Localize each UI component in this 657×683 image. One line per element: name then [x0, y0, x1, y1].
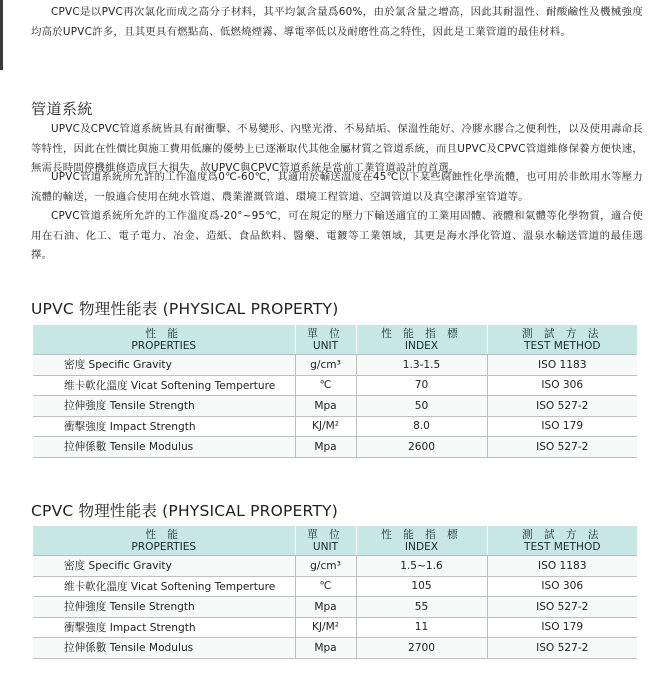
unit-cell: g/cm³	[295, 556, 356, 577]
upvc-property-table	[33, 325, 637, 458]
index-cell: 55	[356, 597, 487, 618]
index-cell: 11	[356, 617, 487, 638]
index-cell: 70	[356, 375, 487, 396]
unit-cell: Mpa	[295, 597, 356, 618]
table-row	[33, 416, 637, 437]
header-method: 測 試 方 法 TEST METHOD	[487, 526, 637, 556]
property-cell: 拉伸強度 Tensile Strength	[33, 396, 295, 417]
method-cell: ISO 527-2	[487, 597, 637, 618]
method-cell: ISO 527-2	[487, 396, 637, 417]
method-cell: ISO 306	[487, 576, 637, 597]
property-cell: 拉伸係數 Tensile Modulus	[33, 437, 295, 458]
table-row	[33, 638, 637, 659]
table-row	[33, 396, 637, 417]
property-cell: 密度 Specific Gravity	[33, 355, 295, 376]
method-cell: ISO 527-2	[487, 437, 637, 458]
header-index: 性 能 指 標 INDEX	[356, 325, 487, 355]
header-properties: 性 能 PROPERTIES	[33, 325, 295, 355]
cpvc-table-title: CPVC 物理性能表 (PHYSICAL PROPERTY)	[31, 502, 338, 520]
header-index: 性 能 指 標 INDEX	[356, 526, 487, 556]
header-unit: 單 位 UNIT	[295, 325, 356, 355]
table-row	[33, 617, 637, 638]
unit-cell: KJ/M²	[295, 617, 356, 638]
property-cell: 密度 Specific Gravity	[33, 556, 295, 577]
table-header-row	[33, 526, 637, 556]
property-cell: 拉伸強度 Tensile Strength	[33, 597, 295, 618]
table-row	[33, 375, 637, 396]
table-row	[33, 556, 637, 577]
left-margin-rule	[0, 0, 3, 70]
unit-cell: g/cm³	[295, 355, 356, 376]
table-row	[33, 576, 637, 597]
unit-cell: Mpa	[295, 396, 356, 417]
header-properties: 性 能 PROPERTIES	[33, 526, 295, 556]
property-cell: 衝擊強度 Impact Strength	[33, 617, 295, 638]
table-row	[33, 597, 637, 618]
intro-paragraph: CPVC是以PVC再次氯化而成之高分子材料，其平均氯含量爲60%，由於氯含量之增高，因此其耐溫性、耐酸鹼性及機械強度均高於UPVC許多，且其更具有燃點高、低燃燒煙霧、導電率低以及耐磨性高之特性，因此是工業管道的最佳材料。	[31, 6, 643, 38]
unit-cell: ℃	[295, 375, 356, 396]
property-cell: 维卡軟化溫度 Vicat Softening Temperture	[33, 576, 295, 597]
table-row	[33, 355, 637, 376]
index-cell: 50	[356, 396, 487, 417]
index-cell: 2700	[356, 638, 487, 659]
index-cell: 105	[356, 576, 487, 597]
paragraph-upvc: UPVC管道系統所允許的工作溫度爲0℃-60℃，其適用於輸送溫度在45℃以下某些腐蝕性化學流體，也可用於非飲用水等壓力流體的輸送，一般適合使用在純水管道、農業灌溉管道、環境工程管道、空調管道以及真空潔淨室管道等。	[31, 171, 643, 203]
index-cell: 1.5~1.6	[356, 556, 487, 577]
index-cell: 1.3-1.5	[356, 355, 487, 376]
property-cell: 衝擊強度 Impact Strength	[33, 416, 295, 437]
unit-cell: ℃	[295, 576, 356, 597]
method-cell: ISO 527-2	[487, 638, 637, 659]
index-cell: 2600	[356, 437, 487, 458]
unit-cell: Mpa	[295, 437, 356, 458]
method-cell: ISO 179	[487, 416, 637, 437]
method-cell: ISO 1183	[487, 355, 637, 376]
unit-cell: Mpa	[295, 638, 356, 659]
method-cell: ISO 179	[487, 617, 637, 638]
paragraph-cpvc: CPVC管道系統所允許的工作溫度爲-20°~95℃，可在規定的壓力下輸送適宜的工業用固體、液體和氣體等化學物質，適合使用在石油、化工、電子電力、冶金、造紙、食品飲料、醫藥、電鍍等工業領域，其更是海水淨化管道、溫泉水輸送管道的最佳選擇。	[31, 210, 643, 261]
header-unit: 單 位 UNIT	[295, 526, 356, 556]
cpvc-property-table	[33, 526, 637, 659]
table-header-row	[33, 325, 637, 355]
paragraph-overview: UPVC及CPVC管道系統皆具有耐衝擊、不易變形、內壁光滑、不易結垢、保溫性能好、冷膠水膠合之便利性，以及使用壽命長等特性，因此在性價比與施工費用低廉的優勢上已逐漸取代其他金屬材質之管道系統，而且UPVC及CPVC管道維修保養方便快速，無需長時間停機維修造成巨大損失，故UPVC與CPVC管道系統是當前工業管道設計的首選。	[31, 123, 643, 174]
header-method: 測 試 方 法 TEST METHOD	[487, 325, 637, 355]
upvc-table-title: UPVC 物理性能表 (PHYSICAL PROPERTY)	[31, 300, 339, 318]
property-cell: 维卡軟化溫度 Vicat Softening Temperture	[33, 375, 295, 396]
property-cell: 拉伸係數 Tensile Modulus	[33, 638, 295, 659]
method-cell: ISO 306	[487, 375, 637, 396]
index-cell: 8.0	[356, 416, 487, 437]
method-cell: ISO 1183	[487, 556, 637, 577]
unit-cell: KJ/M²	[295, 416, 356, 437]
table-row	[33, 437, 637, 458]
section-title: 管道系統	[31, 100, 94, 118]
